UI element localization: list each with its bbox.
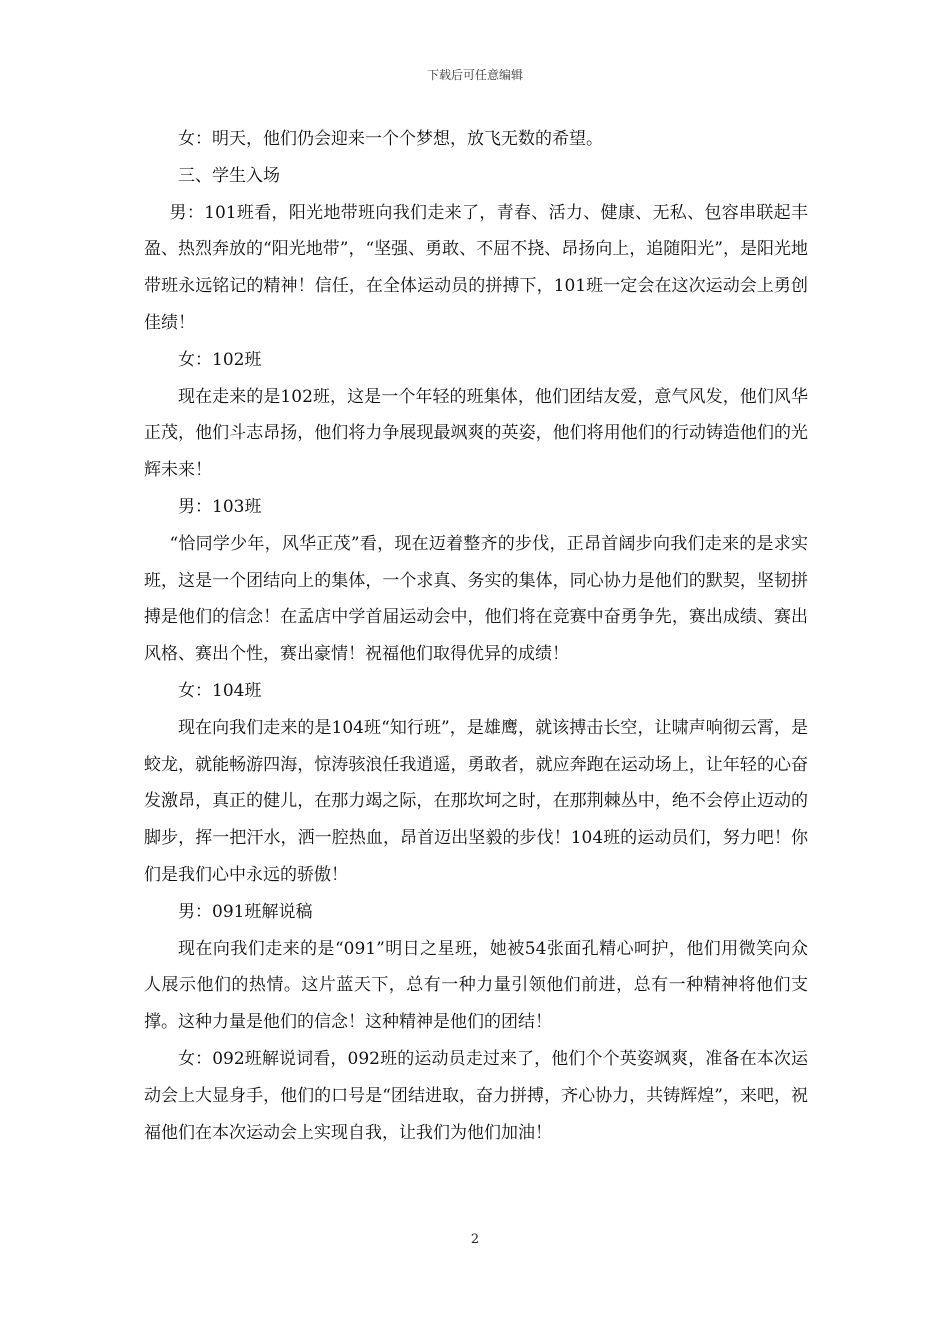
speaker-line: 男：091班解说稿	[178, 901, 313, 922]
speaker-line: 女：104班	[178, 680, 262, 701]
paragraph: 现在向我们走来的是“091”明日之星班，她被54张面孔精心呵护，他们用微笑向众人展示他们的热情。这片蓝天下，总有一种力量引领他们前进，总有一种精神将他们支撑。这种力量是他们的信念！这种精神是他们的团结！	[144, 938, 808, 1033]
section-heading: 三、学生入场	[178, 165, 280, 186]
paragraph: “恰同学少年，风华正茂”看，现在迈着整齐的步伐，正昂首阔步向我们走来的是求实班，这是一个团结向上的集体，一个求真、务实的集体，同心协力是他们的默契，坚韧拼搏是他们的信念！在孟店中学首届运动会中，他们将在竞赛中奋勇争先，赛出成绩、赛出风格、赛出个性，赛出豪情！祝福他们取得优异的成绩！	[144, 533, 808, 665]
paragraph: 女：明天，他们仍会迎来一个个梦想，放飞无数的希望。	[178, 129, 603, 149]
page-header: 下载后可任意编辑	[426, 68, 523, 82]
speaker-line: 女：102班	[178, 349, 262, 370]
paragraph: 现在走来的是102班，这是一个年轻的班集体，他们团结友爱，意气风发，他们风华正茂，他们斗志昂扬，他们将力争展现最飒爽的英姿，他们将用他们的行动铸造他们的光辉未来！	[144, 386, 808, 481]
document-body	[144, 121, 808, 1151]
speaker-line: 男：103班	[178, 496, 262, 517]
paragraph: 男：101班看，阳光地带班向我们走来了，青春、活力、健康、无私、包容串联起丰盈、热烈奔放的“阳光地带”，“坚强、勇敢、不屈不挠、昂扬向上，追随阳光”，是阳光地带班永远铭记的精神！信任，在全体运动员的拼搏下，101班一定会在这次运动会上勇创佳绩！	[144, 202, 808, 333]
paragraph: 现在向我们走来的是104班“知行班”，是雄鹰，就该搏击长空，让啸声响彻云霄，是蛟龙，就能畅游四海，惊涛骇浪任我逍遥，勇敢者，就应奔跑在运动场上，让年轻的心奋发激昂，真正的健儿，在那力竭之际，在那坎坷之时，在那荆棘丛中，绝不会停止迈动的脚步，挥一把汗水，洒一腔热血，昂首迈出坚毅的步伐！104班的运动员们，努力吧！你们是我们心中永远的骄傲！	[144, 717, 808, 885]
paragraph: 女：092班解说词看，092班的运动员走过来了，他们个个英姿飒爽，准备在本次运动会上大显身手，他们的口号是“团结进取，奋力拼搏，齐心协力，共铸辉煌”，来吧，祝福他们在本次运动会上实现自我，让我们为他们加油！	[144, 1048, 808, 1143]
page-number: 2	[470, 1232, 480, 1247]
